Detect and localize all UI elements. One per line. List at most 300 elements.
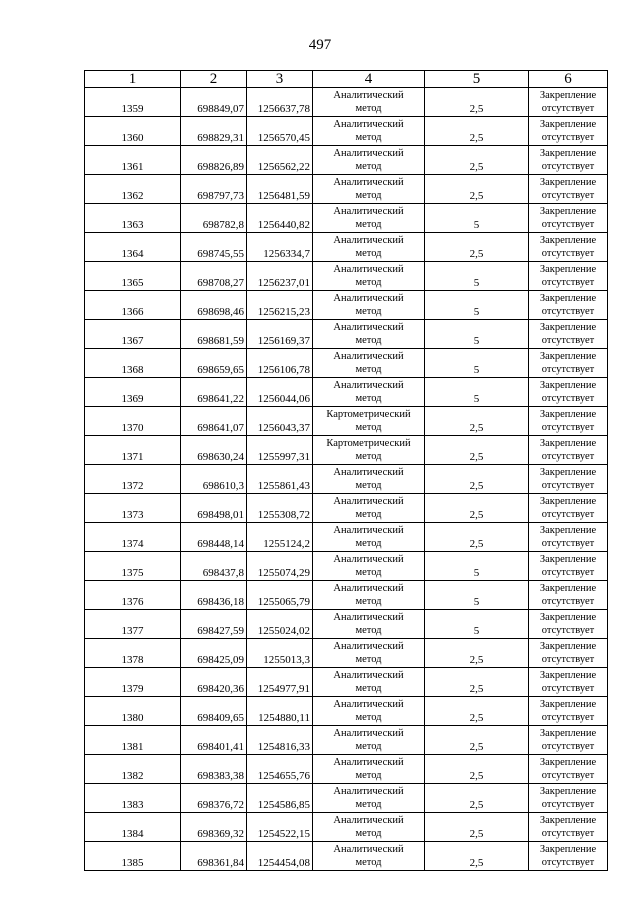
- cell-text: отсутствует: [541, 828, 595, 839]
- x-coordinate-cell: [181, 233, 247, 262]
- cell-text: отсутствует: [541, 480, 595, 491]
- cell-text: 698782,8: [202, 219, 244, 231]
- cell-text: 698708,27: [197, 277, 244, 289]
- accuracy-cell: [425, 668, 529, 697]
- accuracy-cell: [425, 581, 529, 610]
- accuracy-cell: [425, 436, 529, 465]
- cell-text: 2,5: [469, 451, 484, 463]
- fixation-cell: [529, 88, 608, 117]
- x-coordinate-cell: [181, 378, 247, 407]
- accuracy-cell: [425, 88, 529, 117]
- cell-text: 698498,01: [197, 509, 244, 521]
- cell-text: 1256215,23: [257, 306, 310, 318]
- point-number-cell: [85, 552, 181, 581]
- accuracy-cell: [425, 378, 529, 407]
- cell-text: отсутствует: [541, 306, 595, 317]
- cell-text: 5: [473, 567, 480, 579]
- x-coordinate-cell: [181, 784, 247, 813]
- cell-text: 1254655,76: [257, 770, 310, 782]
- table-row: [85, 436, 608, 465]
- x-coordinate-cell: [181, 407, 247, 436]
- fixation-cell: [529, 697, 608, 726]
- x-coordinate-cell: [181, 755, 247, 784]
- cell-text: Аналитический: [333, 583, 404, 594]
- cell-text: Закрепление: [539, 583, 597, 594]
- y-coordinate-cell: [247, 204, 313, 233]
- method-cell: [313, 320, 425, 349]
- cell-text: 2,5: [469, 103, 484, 115]
- cell-text: 1362: [121, 190, 144, 202]
- cell-text: метод: [355, 306, 382, 317]
- cell-text: Закрепление: [539, 177, 597, 188]
- table-row: [85, 262, 608, 291]
- cell-text: 1254977,91: [257, 683, 310, 695]
- cell-text: 1360: [121, 132, 144, 144]
- accuracy-cell: [425, 262, 529, 291]
- x-coordinate-cell: [181, 697, 247, 726]
- point-number-cell: [85, 175, 181, 204]
- cell-text: 2,5: [469, 828, 484, 840]
- cell-text: 698427,59: [197, 625, 244, 637]
- cell-text: Аналитический: [333, 525, 404, 536]
- cell-text: отсутствует: [541, 741, 595, 752]
- cell-text: 1382: [121, 770, 144, 782]
- cell-text: отсутствует: [541, 335, 595, 346]
- cell-text: 1256044,06: [257, 393, 310, 405]
- cell-text: 1368: [121, 364, 144, 376]
- cell-text: метод: [355, 799, 382, 810]
- method-cell: [313, 233, 425, 262]
- cell-text: Аналитический: [333, 612, 404, 623]
- cell-text: Картометрический: [326, 409, 411, 420]
- cell-text: отсутствует: [541, 538, 595, 549]
- cell-text: Закрепление: [539, 728, 597, 739]
- header-cell-4: 4: [313, 71, 425, 88]
- cell-text: 1255997,31: [257, 451, 310, 463]
- y-coordinate-cell: [247, 146, 313, 175]
- cell-text: Закрепление: [539, 525, 597, 536]
- cell-text: 698745,55: [197, 248, 244, 260]
- cell-text: 2,5: [469, 422, 484, 434]
- method-cell: [313, 668, 425, 697]
- cell-text: Закрепление: [539, 322, 597, 333]
- cell-text: метод: [355, 480, 382, 491]
- cell-text: 698659,65: [197, 364, 244, 376]
- point-number-cell: [85, 117, 181, 146]
- fixation-cell: [529, 813, 608, 842]
- point-number-cell: [85, 784, 181, 813]
- cell-text: отсутствует: [541, 596, 595, 607]
- accuracy-cell: [425, 697, 529, 726]
- y-coordinate-cell: [247, 349, 313, 378]
- accuracy-cell: [425, 726, 529, 755]
- y-coordinate-cell: [247, 88, 313, 117]
- fixation-cell: [529, 291, 608, 320]
- cell-text: Аналитический: [333, 786, 404, 797]
- method-cell: [313, 291, 425, 320]
- cell-text: 1381: [121, 741, 144, 753]
- y-coordinate-cell: [247, 813, 313, 842]
- cell-text: 698437,8: [202, 567, 244, 579]
- cell-text: отсутствует: [541, 857, 595, 868]
- cell-text: 1256106,78: [257, 364, 310, 376]
- point-number-cell: [85, 349, 181, 378]
- accuracy-cell: [425, 465, 529, 494]
- accuracy-cell: [425, 117, 529, 146]
- cell-text: Аналитический: [333, 148, 404, 159]
- cell-text: Аналитический: [333, 757, 404, 768]
- fixation-cell: [529, 726, 608, 755]
- cell-text: метод: [355, 857, 382, 868]
- cell-text: метод: [355, 567, 382, 578]
- cell-text: Аналитический: [333, 728, 404, 739]
- cell-text: Аналитический: [333, 119, 404, 130]
- cell-text: 2,5: [469, 712, 484, 724]
- method-cell: [313, 88, 425, 117]
- cell-text: отсутствует: [541, 799, 595, 810]
- fixation-cell: [529, 755, 608, 784]
- cell-text: отсутствует: [541, 364, 595, 375]
- cell-text: отсутствует: [541, 132, 595, 143]
- y-coordinate-cell: [247, 523, 313, 552]
- fixation-cell: [529, 436, 608, 465]
- table-row: [85, 755, 608, 784]
- cell-text: Закрепление: [539, 235, 597, 246]
- method-cell: [313, 610, 425, 639]
- y-coordinate-cell: [247, 726, 313, 755]
- cell-text: Аналитический: [333, 264, 404, 275]
- cell-text: 5: [473, 277, 480, 289]
- x-coordinate-cell: [181, 552, 247, 581]
- fixation-cell: [529, 668, 608, 697]
- cell-text: 698797,73: [197, 190, 244, 202]
- y-coordinate-cell: [247, 175, 313, 204]
- cell-text: отсутствует: [541, 712, 595, 723]
- cell-text: отсутствует: [541, 770, 595, 781]
- cell-text: 698641,22: [197, 393, 244, 405]
- cell-text: 698376,72: [197, 799, 244, 811]
- point-number-cell: [85, 639, 181, 668]
- table-row: [85, 465, 608, 494]
- x-coordinate-cell: [181, 813, 247, 842]
- cell-text: 698681,59: [197, 335, 244, 347]
- cell-text: 1370: [121, 422, 144, 434]
- cell-text: 1384: [121, 828, 144, 840]
- x-coordinate-cell: [181, 291, 247, 320]
- cell-text: 2,5: [469, 799, 484, 811]
- cell-text: Закрепление: [539, 844, 597, 855]
- fixation-cell: [529, 552, 608, 581]
- cell-text: 1256440,82: [257, 219, 310, 231]
- cell-text: 698436,18: [197, 596, 244, 608]
- cell-text: 1254816,33: [257, 741, 310, 753]
- cell-text: 2,5: [469, 654, 484, 666]
- y-coordinate-cell: [247, 291, 313, 320]
- y-coordinate-cell: [247, 639, 313, 668]
- x-coordinate-cell: [181, 204, 247, 233]
- cell-text: 1367: [121, 335, 144, 347]
- cell-text: Аналитический: [333, 90, 404, 101]
- table-row: [85, 610, 608, 639]
- cell-text: Закрепление: [539, 612, 597, 623]
- cell-text: 5: [473, 219, 480, 231]
- cell-text: метод: [355, 335, 382, 346]
- fixation-cell: [529, 320, 608, 349]
- cell-text: Закрепление: [539, 496, 597, 507]
- cell-text: 1364: [121, 248, 144, 260]
- cell-text: Закрепление: [539, 467, 597, 478]
- cell-text: 698630,24: [197, 451, 244, 463]
- table-row: [85, 175, 608, 204]
- cell-text: 1255024,02: [257, 625, 310, 637]
- cell-text: Закрепление: [539, 815, 597, 826]
- x-coordinate-cell: [181, 146, 247, 175]
- cell-text: отсутствует: [541, 509, 595, 520]
- method-cell: [313, 262, 425, 291]
- cell-text: метод: [355, 741, 382, 752]
- method-cell: [313, 784, 425, 813]
- fixation-cell: [529, 175, 608, 204]
- accuracy-cell: [425, 146, 529, 175]
- cell-text: метод: [355, 712, 382, 723]
- point-number-cell: [85, 378, 181, 407]
- method-cell: [313, 842, 425, 871]
- cell-text: Закрепление: [539, 119, 597, 130]
- cell-text: метод: [355, 393, 382, 404]
- cell-text: 1256481,59: [257, 190, 310, 202]
- accuracy-cell: [425, 610, 529, 639]
- point-number-cell: [85, 291, 181, 320]
- cell-text: Закрепление: [539, 351, 597, 362]
- cell-text: Аналитический: [333, 699, 404, 710]
- accuracy-cell: [425, 755, 529, 784]
- cell-text: 1374: [121, 538, 144, 550]
- table-row: [85, 523, 608, 552]
- cell-text: 1255308,72: [257, 509, 310, 521]
- table-row: [85, 581, 608, 610]
- cell-text: 5: [473, 335, 480, 347]
- table-row: [85, 117, 608, 146]
- x-coordinate-cell: [181, 117, 247, 146]
- method-cell: [313, 697, 425, 726]
- accuracy-cell: [425, 204, 529, 233]
- cell-text: Картометрический: [326, 438, 411, 449]
- fixation-cell: [529, 407, 608, 436]
- cell-text: Аналитический: [333, 554, 404, 565]
- point-number-cell: [85, 755, 181, 784]
- y-coordinate-cell: [247, 407, 313, 436]
- table-row: [85, 552, 608, 581]
- cell-text: 1254586,85: [257, 799, 310, 811]
- cell-text: Аналитический: [333, 351, 404, 362]
- cell-text: 1255124,2: [263, 538, 310, 550]
- cell-text: 698698,46: [197, 306, 244, 318]
- accuracy-cell: [425, 639, 529, 668]
- fixation-cell: [529, 349, 608, 378]
- point-number-cell: [85, 204, 181, 233]
- cell-text: 698849,07: [197, 103, 244, 115]
- point-number-cell: [85, 697, 181, 726]
- cell-text: 2,5: [469, 741, 484, 753]
- cell-text: 1255065,79: [257, 596, 310, 608]
- y-coordinate-cell: [247, 320, 313, 349]
- cell-text: 1366: [121, 306, 144, 318]
- cell-text: 1359: [121, 103, 144, 115]
- point-number-cell: [85, 262, 181, 291]
- cell-text: отсутствует: [541, 393, 595, 404]
- cell-text: 1377: [121, 625, 144, 637]
- method-cell: [313, 755, 425, 784]
- y-coordinate-cell: [247, 610, 313, 639]
- fixation-cell: [529, 262, 608, 291]
- cell-text: 1383: [121, 799, 144, 811]
- table-row: [85, 320, 608, 349]
- y-coordinate-cell: [247, 117, 313, 146]
- cell-text: отсутствует: [541, 451, 595, 462]
- x-coordinate-cell: [181, 436, 247, 465]
- cell-text: 1361: [121, 161, 144, 173]
- point-number-cell: [85, 523, 181, 552]
- y-coordinate-cell: [247, 233, 313, 262]
- point-number-cell: [85, 581, 181, 610]
- method-cell: [313, 523, 425, 552]
- cell-text: Аналитический: [333, 322, 404, 333]
- y-coordinate-cell: [247, 697, 313, 726]
- cell-text: Аналитический: [333, 380, 404, 391]
- x-coordinate-cell: [181, 494, 247, 523]
- cell-text: метод: [355, 509, 382, 520]
- cell-text: Аналитический: [333, 815, 404, 826]
- cell-text: отсутствует: [541, 625, 595, 636]
- cell-text: 2,5: [469, 480, 484, 492]
- cell-text: метод: [355, 596, 382, 607]
- cell-text: метод: [355, 625, 382, 636]
- point-number-cell: [85, 610, 181, 639]
- table-row: [85, 88, 608, 117]
- method-cell: [313, 436, 425, 465]
- cell-text: Закрепление: [539, 670, 597, 681]
- table-row: [85, 668, 608, 697]
- cell-text: метод: [355, 654, 382, 665]
- fixation-cell: [529, 581, 608, 610]
- cell-text: отсутствует: [541, 103, 595, 114]
- y-coordinate-cell: [247, 262, 313, 291]
- point-number-cell: [85, 407, 181, 436]
- x-coordinate-cell: [181, 639, 247, 668]
- cell-text: отсутствует: [541, 190, 595, 201]
- cell-text: Закрепление: [539, 206, 597, 217]
- cell-text: 1256570,45: [257, 132, 310, 144]
- x-coordinate-cell: [181, 581, 247, 610]
- fixation-cell: [529, 523, 608, 552]
- cell-text: 698369,32: [197, 828, 244, 840]
- table-row: [85, 407, 608, 436]
- cell-text: Закрепление: [539, 641, 597, 652]
- table-row: [85, 639, 608, 668]
- accuracy-cell: [425, 784, 529, 813]
- cell-text: 2,5: [469, 190, 484, 202]
- cell-text: 1371: [121, 451, 144, 463]
- x-coordinate-cell: [181, 842, 247, 871]
- cell-text: 1363: [121, 219, 144, 231]
- x-coordinate-cell: [181, 668, 247, 697]
- cell-text: метод: [355, 132, 382, 143]
- cell-text: 5: [473, 625, 480, 637]
- cell-text: Аналитический: [333, 641, 404, 652]
- header-cell-2: 2: [181, 71, 247, 88]
- cell-text: 1254454,08: [257, 857, 310, 869]
- header-cell-1: 1: [85, 71, 181, 88]
- cell-text: Аналитический: [333, 496, 404, 507]
- table-row: [85, 204, 608, 233]
- point-number-cell: [85, 436, 181, 465]
- cell-text: 5: [473, 306, 480, 318]
- method-cell: [313, 494, 425, 523]
- x-coordinate-cell: [181, 88, 247, 117]
- cell-text: отсутствует: [541, 277, 595, 288]
- point-number-cell: [85, 88, 181, 117]
- cell-text: 1255013,3: [263, 654, 310, 666]
- point-number-cell: [85, 842, 181, 871]
- point-number-cell: [85, 813, 181, 842]
- cell-text: Аналитический: [333, 670, 404, 681]
- cell-text: Закрепление: [539, 699, 597, 710]
- cell-text: 1369: [121, 393, 144, 405]
- table-row: [85, 697, 608, 726]
- point-number-cell: [85, 465, 181, 494]
- cell-text: 1255074,29: [257, 567, 310, 579]
- cell-text: метод: [355, 364, 382, 375]
- cell-text: 1373: [121, 509, 144, 521]
- cell-text: 5: [473, 393, 480, 405]
- fixation-cell: [529, 842, 608, 871]
- cell-text: метод: [355, 219, 382, 230]
- table-row: [85, 233, 608, 262]
- accuracy-cell: [425, 842, 529, 871]
- cell-text: Закрепление: [539, 757, 597, 768]
- page-number: 497: [308, 37, 332, 53]
- cell-text: метод: [355, 683, 382, 694]
- method-cell: [313, 146, 425, 175]
- accuracy-cell: [425, 813, 529, 842]
- cell-text: 698610,3: [202, 480, 244, 492]
- method-cell: [313, 175, 425, 204]
- accuracy-cell: [425, 291, 529, 320]
- method-cell: [313, 204, 425, 233]
- cell-text: 1379: [121, 683, 144, 695]
- cell-text: 1256562,22: [257, 161, 310, 173]
- method-cell: [313, 465, 425, 494]
- y-coordinate-cell: [247, 842, 313, 871]
- table-row: [85, 349, 608, 378]
- header-cell-5: 5: [425, 71, 529, 88]
- cell-text: метод: [355, 161, 382, 172]
- y-coordinate-cell: [247, 436, 313, 465]
- cell-text: 1256334,7: [263, 248, 310, 260]
- cell-text: метод: [355, 828, 382, 839]
- table-row: [85, 146, 608, 175]
- cell-text: 2,5: [469, 509, 484, 521]
- method-cell: [313, 581, 425, 610]
- method-cell: [313, 117, 425, 146]
- y-coordinate-cell: [247, 494, 313, 523]
- accuracy-cell: [425, 175, 529, 204]
- x-coordinate-cell: [181, 175, 247, 204]
- method-cell: [313, 552, 425, 581]
- point-number-cell: [85, 233, 181, 262]
- y-coordinate-cell: [247, 784, 313, 813]
- point-number-cell: [85, 320, 181, 349]
